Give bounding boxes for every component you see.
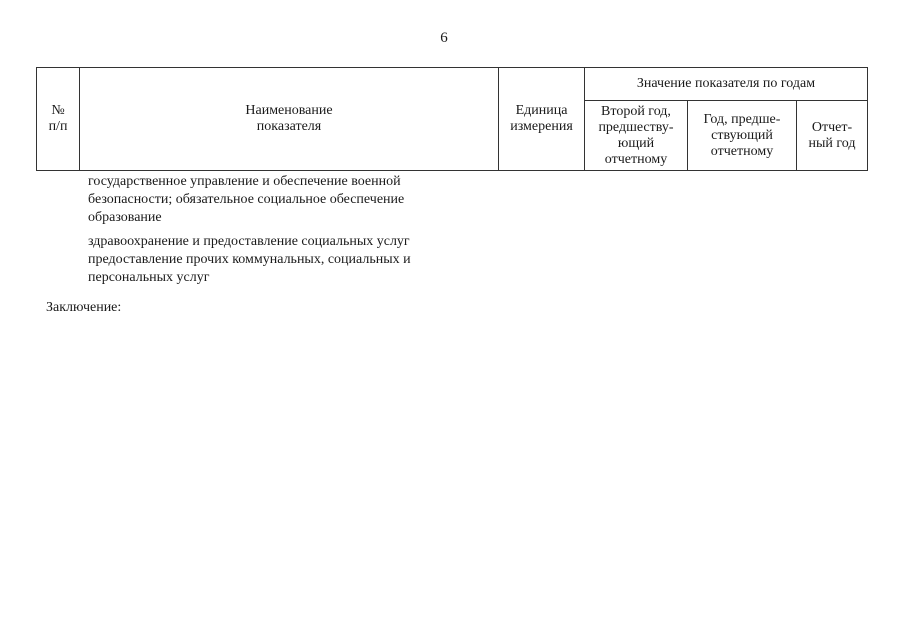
header-name-line: показателя — [256, 119, 322, 134]
header-second-year — [585, 101, 688, 171]
header-name-line: Наименование — [245, 103, 333, 118]
header-unit-line: измерения — [510, 119, 573, 134]
paragraph-public-administration — [88, 173, 458, 227]
paragraph-line: образование — [88, 210, 162, 225]
header-second-year-line: Второй год, — [601, 103, 671, 119]
header-second-year-line: предшеству- — [598, 119, 674, 135]
header-second-year-line: ющий — [617, 135, 655, 151]
header-report-year-line: Отчет- — [811, 119, 853, 135]
header-unit — [499, 68, 585, 171]
header-unit-line: Единица — [515, 103, 568, 118]
header-number-line: п/п — [48, 119, 68, 134]
paragraph-line: государственное управление и обеспечение военной — [88, 174, 401, 189]
header-values-group: Значение показателя по годам — [585, 68, 868, 101]
header-prev-year-line: ствующий — [711, 127, 773, 143]
header-number — [37, 68, 80, 171]
page-number: 6 — [440, 30, 448, 46]
conclusion-label: Заключение: — [46, 300, 122, 315]
paragraph-line: здравоохранение и предоставление социальных услуг — [88, 234, 410, 249]
header-report-year — [797, 101, 868, 171]
header-prev-year-line: Год, предше- — [703, 111, 781, 127]
paragraph-line: предоставление прочих коммунальных, социальных и — [88, 252, 411, 267]
paragraph-line: персональных услуг — [88, 270, 210, 285]
header-prev-year — [688, 101, 797, 171]
header-prev-year-line: отчетному — [710, 143, 774, 159]
header-second-year-line: отчетному — [604, 151, 668, 167]
paragraph-line: безопасности; обязательное социальное обеспечение — [88, 192, 405, 207]
paragraph-healthcare-services — [88, 233, 458, 287]
header-name — [80, 68, 499, 171]
header-report-year-line: ный год — [808, 135, 856, 151]
header-number-line: № — [51, 103, 65, 118]
indicators-table — [36, 67, 868, 171]
